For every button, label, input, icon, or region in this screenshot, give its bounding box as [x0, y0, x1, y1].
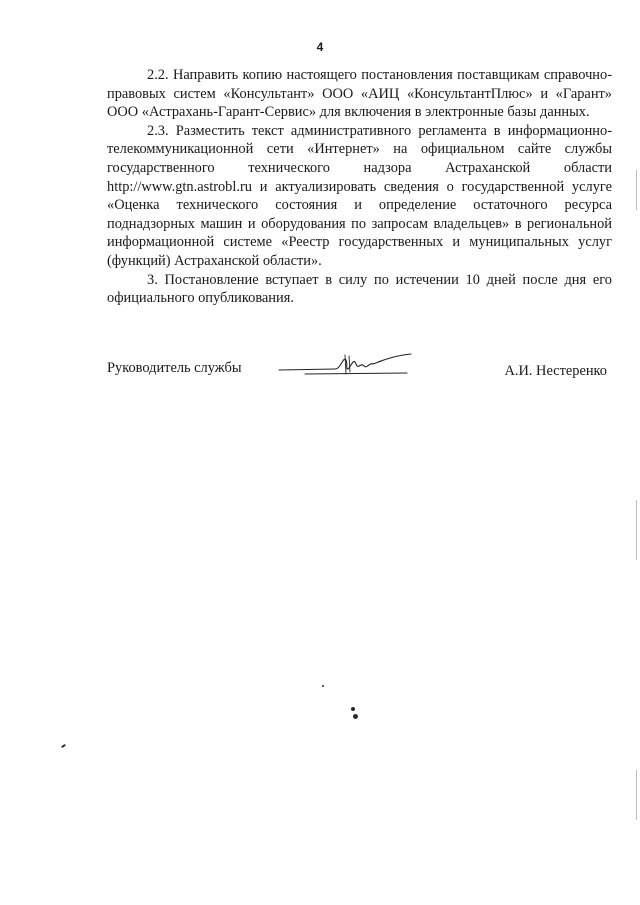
scan-speck — [353, 714, 358, 719]
signer-name: А.И. Нестеренко — [504, 363, 607, 379]
scan-edge-line — [636, 500, 637, 560]
signer-title: Руководитель службы — [107, 360, 242, 376]
paragraph-2-3 — [107, 122, 612, 271]
paragraph-2-3-start: 2.3. Разместить текст административного регламента в информационно-телекоммуникационной сети «Интернет» на официальном сайте службы государственного технического надзора Астраханской области — [107, 122, 612, 176]
scan-speck — [351, 707, 355, 711]
scan-speck — [322, 685, 324, 687]
scan-edge-line — [636, 170, 637, 210]
scan-speck — [61, 744, 66, 749]
paragraph-3: 3. Постановление вступает в силу по истечении 10 дней после дня его официального опубликования. — [107, 271, 612, 307]
paragraph-2-3-end: и актуализировать сведения о государственной услуге «Оценка технического состояния и определение остаточного ресурса поднадзорных машин и оборудования по запросам владельцев» в региональной информационной системе «Реестр государственных и муниципальных услуг (функций) Астраханской области». — [107, 178, 612, 269]
signature-block — [107, 360, 607, 384]
scan-edge-line — [636, 770, 637, 820]
website-url: http://www.gtn.astrobl.ru — [107, 178, 252, 195]
paragraph-2-2: 2.2. Направить копию настоящего постановления поставщикам справочно-правовых систем «Консультант» ООО «АИЦ «КонсультантПлюс» и «Гарант» ООО «Астрахань-Гарант-Сервис» для включения в электронные базы данных. — [107, 67, 612, 121]
handwritten-signature — [275, 350, 415, 380]
document-body — [107, 66, 612, 308]
page-number: 4 — [316, 40, 324, 54]
